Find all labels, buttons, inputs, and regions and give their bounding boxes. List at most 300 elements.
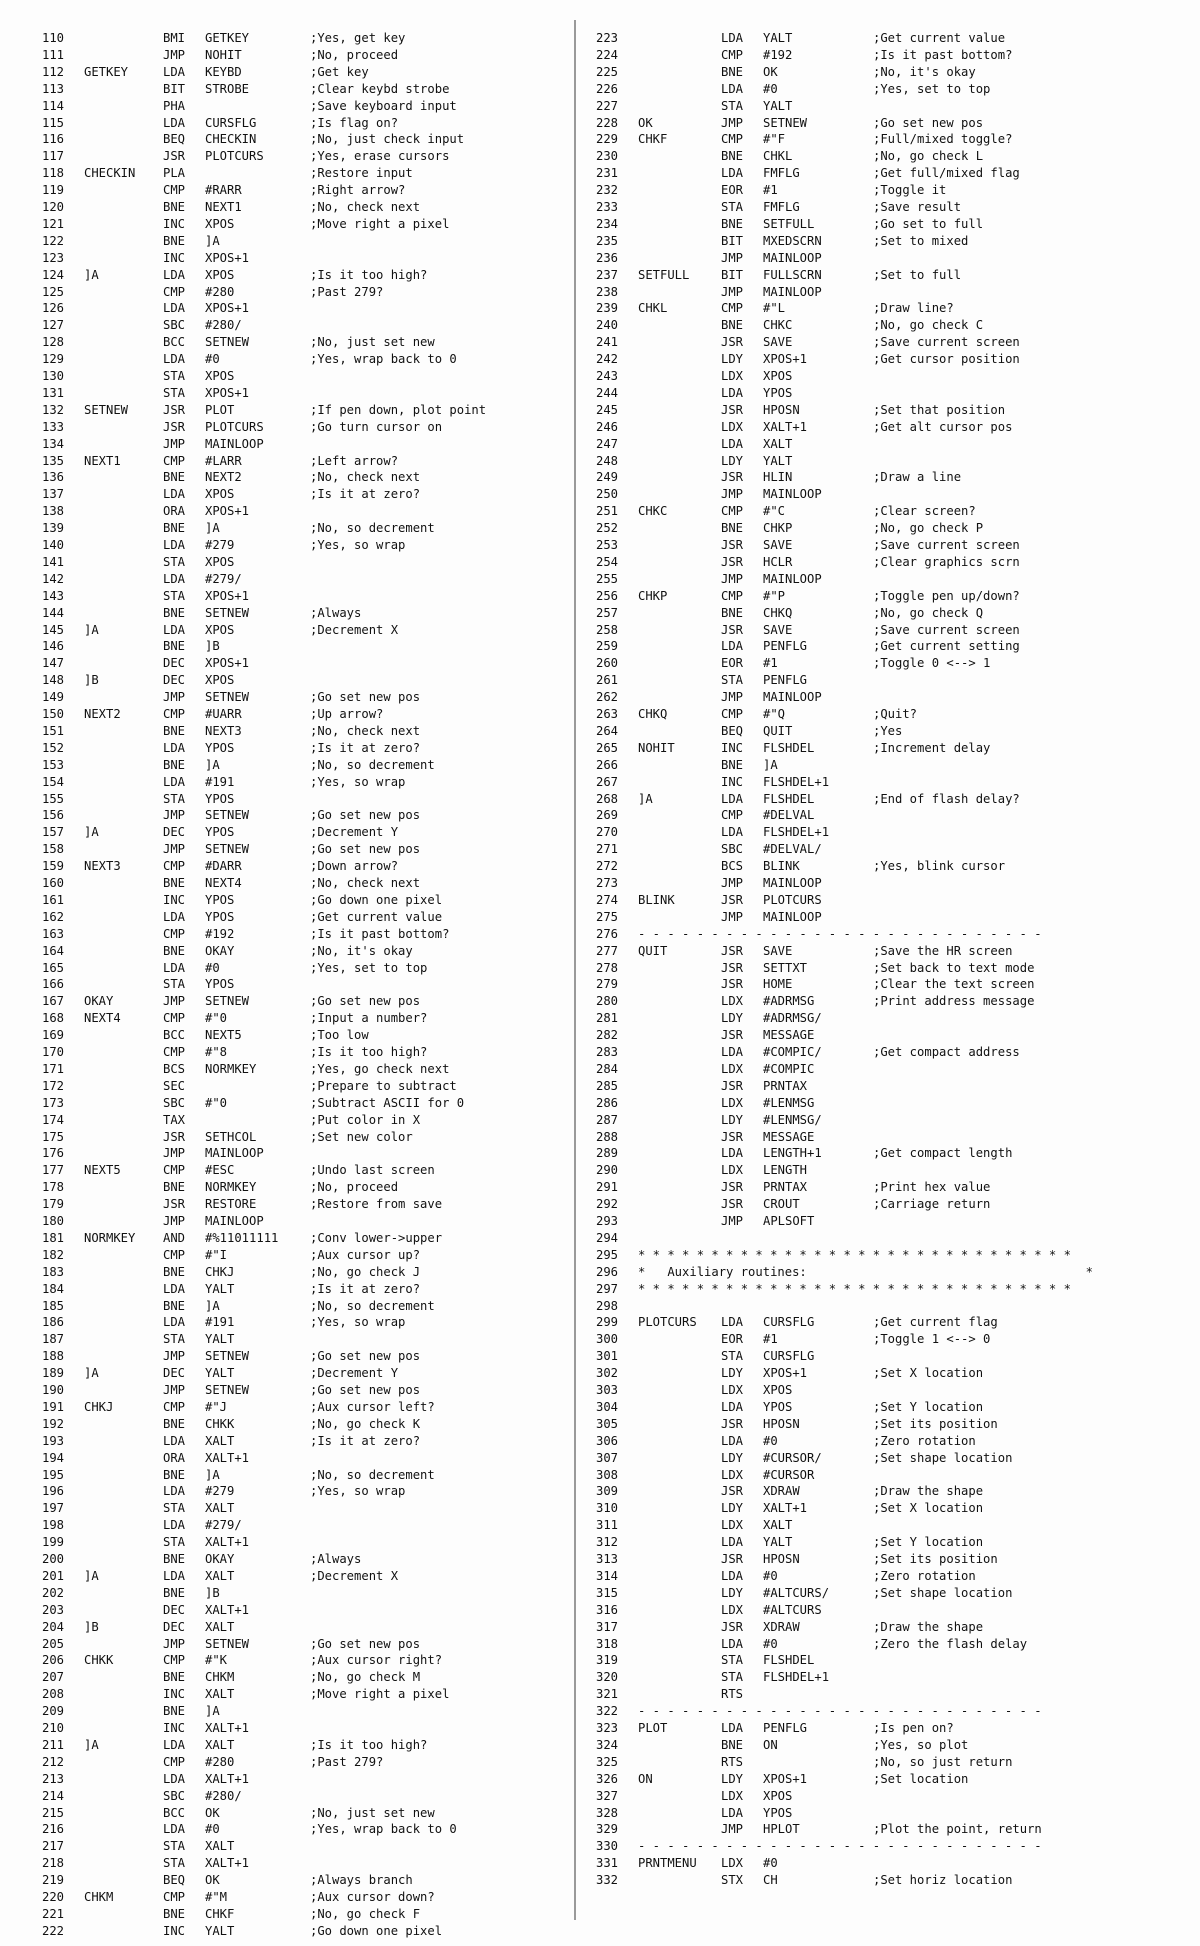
line-number: 138 xyxy=(42,504,65,519)
line-number: 137 xyxy=(42,487,65,502)
code-line xyxy=(42,740,602,757)
comment-field: ;Undo last screen xyxy=(310,1163,435,1178)
line-number: 271 xyxy=(596,842,619,857)
comment-field: ;Get compact length xyxy=(873,1146,1013,1161)
line-number: 325 xyxy=(596,1754,619,1769)
code-line xyxy=(596,1331,1156,1348)
opcode-field: LDA xyxy=(721,1721,744,1735)
code-line xyxy=(42,317,602,334)
opcode-field: LDA xyxy=(721,825,744,840)
opcode-field: LDA xyxy=(721,1146,744,1161)
operand-field: ]A xyxy=(205,521,220,536)
line-number: 300 xyxy=(596,1332,619,1347)
opcode-field: JSR xyxy=(721,943,744,958)
operand-field: YPOS xyxy=(205,909,235,924)
line-number: 111 xyxy=(42,47,65,62)
operand-field: #ADRMSG/ xyxy=(763,1011,822,1026)
opcode-field: BEQ xyxy=(163,1873,186,1888)
code-line xyxy=(42,486,602,503)
column-divider xyxy=(574,20,576,1920)
line-number: 274 xyxy=(596,892,619,907)
line-number: 135 xyxy=(42,453,65,468)
comment-field: ;Move right a pixel xyxy=(310,1687,450,1702)
comment-field: ;No, just set new xyxy=(310,335,435,350)
line-number: 239 xyxy=(596,301,619,316)
opcode-field: LDX xyxy=(721,1602,744,1617)
line-number: 187 xyxy=(42,1332,65,1347)
operand-field: YPOS xyxy=(205,977,235,992)
operand-field: SETNEW xyxy=(205,1636,250,1651)
code-line xyxy=(596,165,1156,182)
opcode-field: LDA xyxy=(163,1433,186,1448)
line-number: 228 xyxy=(596,115,619,130)
opcode-field: BNE xyxy=(721,757,744,772)
operand-field: XDRAW xyxy=(763,1484,800,1499)
opcode-field: JMP xyxy=(163,1349,186,1364)
code-line xyxy=(42,1568,602,1585)
code-line xyxy=(596,1652,1156,1669)
opcode-field: BIT xyxy=(721,233,744,248)
operand-field: MAINLOOP xyxy=(205,1214,264,1228)
comment-field: ;Is pen on? xyxy=(873,1721,954,1735)
line-number: 206 xyxy=(42,1653,65,1668)
opcode-field: LDA xyxy=(721,1315,744,1330)
line-number: 136 xyxy=(42,470,65,485)
operand-field: #0 xyxy=(763,81,778,96)
code-line xyxy=(42,976,602,993)
opcode-field: JSR xyxy=(721,538,744,552)
code-line xyxy=(596,1636,1156,1653)
code-line xyxy=(42,824,602,841)
operand-field: #0 xyxy=(763,1433,778,1448)
code-line xyxy=(596,1517,1156,1534)
opcode-field: BNE xyxy=(163,723,186,738)
operand-field: XALT xyxy=(205,1737,235,1752)
operand-field: SETNEW xyxy=(205,690,250,705)
operand-field: XPOS xyxy=(205,622,235,637)
comment-field: ;No, go check P xyxy=(873,521,984,536)
comment-field: ;Up arrow? xyxy=(310,707,384,721)
line-number: 151 xyxy=(42,723,65,738)
opcode-field: AND xyxy=(163,1230,186,1245)
operand-field: XALT+1 xyxy=(205,1535,250,1550)
opcode-field: LDA xyxy=(721,436,744,451)
line-number: 110 xyxy=(42,31,65,45)
comment-field: ;Toggle 0 <--> 1 xyxy=(873,656,991,671)
opcode-field: JSR xyxy=(721,1197,744,1212)
opcode-field: JMP xyxy=(163,842,186,857)
line-number: 226 xyxy=(596,81,619,96)
comment-field: ;No, check next xyxy=(310,876,421,890)
opcode-field: JSR xyxy=(721,1484,744,1499)
opcode-field: BNE xyxy=(163,1704,186,1719)
operand-field: #UARR xyxy=(205,707,242,721)
code-line xyxy=(42,469,602,486)
code-line xyxy=(42,1450,602,1467)
operand-field: #DARR xyxy=(205,859,242,874)
label-field: ]A xyxy=(84,1366,99,1381)
code-line xyxy=(596,926,1156,943)
comment-field: ;Too low xyxy=(310,1028,369,1043)
code-line xyxy=(42,1754,602,1771)
line-number: 311 xyxy=(596,1518,619,1533)
line-number: 238 xyxy=(596,284,619,299)
line-number: 165 xyxy=(42,960,65,975)
line-number: 236 xyxy=(596,250,619,265)
comment-field: ;Conv lower->upper xyxy=(310,1230,443,1245)
opcode-field: LDA xyxy=(721,1805,744,1820)
line-number: 270 xyxy=(596,825,619,840)
code-line xyxy=(42,909,602,926)
line-number: 163 xyxy=(42,926,65,941)
opcode-field: LDA xyxy=(163,301,186,316)
comment-field: ;Go set new pos xyxy=(310,1383,421,1397)
opcode-field: CMP xyxy=(163,926,186,941)
opcode-field: STA xyxy=(163,1501,186,1516)
code-line xyxy=(42,64,602,81)
operand-field: #"0 xyxy=(205,1095,228,1110)
operand-field: #CURSOR xyxy=(763,1467,815,1482)
code-line xyxy=(596,1348,1156,1365)
line-number: 233 xyxy=(596,200,619,214)
line-number: 205 xyxy=(42,1636,65,1651)
code-line xyxy=(42,148,602,165)
code-line xyxy=(596,943,1156,960)
opcode-field: STA xyxy=(163,1839,186,1854)
code-line xyxy=(596,1145,1156,1162)
operand-field: #280/ xyxy=(205,318,242,333)
opcode-field: LDY xyxy=(721,1450,744,1465)
comment-field: ;Print hex value xyxy=(873,1180,991,1195)
opcode-field: JMP xyxy=(163,1636,186,1651)
comment-field: ;Is it at zero? xyxy=(310,1281,421,1296)
line-number: 181 xyxy=(42,1230,65,1245)
comment-field: ;Set that position xyxy=(873,402,1006,417)
opcode-field: BCC xyxy=(163,335,186,350)
code-line xyxy=(42,1129,602,1146)
operand-field: XALT xyxy=(205,1619,235,1634)
line-number: 305 xyxy=(596,1416,619,1431)
code-line xyxy=(596,1568,1156,1585)
opcode-field: LDX xyxy=(721,1095,744,1110)
operand-field: MAINLOOP xyxy=(763,250,822,265)
code-line xyxy=(42,689,602,706)
operand-field: QUIT xyxy=(763,723,793,738)
line-number: 237 xyxy=(596,267,619,282)
comment-field: ;Zero rotation xyxy=(873,1433,976,1448)
opcode-field: LDY xyxy=(721,453,744,468)
operand-field: MAINLOOP xyxy=(205,1146,264,1161)
comment-field: ;Get cursor position xyxy=(873,352,1020,367)
line-number: 120 xyxy=(42,200,65,214)
opcode-field: LDA xyxy=(163,267,186,282)
code-line xyxy=(42,537,602,554)
label-field: NEXT4 xyxy=(84,1011,121,1026)
opcode-field: LDX xyxy=(721,1518,744,1533)
line-number: 154 xyxy=(42,774,65,789)
opcode-field: DEC xyxy=(163,1619,186,1634)
operand-field: CHKP xyxy=(763,521,793,536)
opcode-field: BNE xyxy=(163,757,186,772)
code-line xyxy=(42,216,602,233)
operand-field: SETTXT xyxy=(763,960,808,975)
code-line xyxy=(596,1771,1156,1788)
opcode-field: JMP xyxy=(163,690,186,705)
comment-field: ;Yes, so wrap xyxy=(310,1315,406,1330)
code-line xyxy=(42,1314,602,1331)
opcode-field: SBC xyxy=(163,1095,186,1110)
code-line xyxy=(42,723,602,740)
line-number: 178 xyxy=(42,1180,65,1195)
code-line xyxy=(42,672,602,689)
opcode-field: JSR xyxy=(163,1197,186,1212)
line-number: 264 xyxy=(596,723,619,738)
opcode-field: CMP xyxy=(163,1045,186,1059)
line-number: 292 xyxy=(596,1197,619,1212)
comment-field: ;Yes, wrap back to 0 xyxy=(310,352,457,367)
comment-field: ;Is it past bottom? xyxy=(873,47,1013,62)
opcode-field: JMP xyxy=(721,250,744,265)
code-line xyxy=(42,1027,602,1044)
operand-field: CHKL xyxy=(763,149,793,164)
label-field: ]A xyxy=(84,1568,99,1583)
line-number: 203 xyxy=(42,1602,65,1617)
line-number: 262 xyxy=(596,690,619,705)
line-number: 295 xyxy=(596,1247,619,1262)
opcode-field: INC xyxy=(721,774,744,789)
operand-field: NEXT1 xyxy=(205,200,242,214)
code-line xyxy=(42,841,602,858)
line-number: 143 xyxy=(42,588,65,603)
code-line xyxy=(42,943,602,960)
opcode-field: JSR xyxy=(721,554,744,569)
operand-field: #0 xyxy=(763,1568,778,1583)
code-line xyxy=(596,638,1156,655)
code-line xyxy=(596,1821,1156,1838)
operand-field: XPOS xyxy=(205,369,235,383)
operand-field: OK xyxy=(763,64,778,79)
operand-field: SETNEW xyxy=(205,994,250,1009)
operand-field: PRNTAX xyxy=(763,1078,808,1093)
opcode-field: JMP xyxy=(721,487,744,502)
code-line xyxy=(42,81,602,98)
operand-field: HCLR xyxy=(763,554,793,569)
line-number: 302 xyxy=(596,1366,619,1381)
comment-field: ;Set to full xyxy=(873,267,962,282)
code-line xyxy=(42,1078,602,1095)
opcode-field: BCS xyxy=(163,1061,186,1076)
operand-field: STROBE xyxy=(205,81,250,96)
separator-text: * * * * * * * * * * * * * * * * * * * * * * * * * * * * * * xyxy=(638,1247,1071,1262)
comment-field: ;Set its position xyxy=(873,1552,998,1566)
operand-field: CHKK xyxy=(205,1416,235,1431)
line-number: 254 xyxy=(596,554,619,569)
code-line xyxy=(42,1838,602,1855)
comment-field: ;Is it at zero? xyxy=(310,1433,421,1448)
opcode-field: JSR xyxy=(721,1619,744,1634)
operand-field: #RARR xyxy=(205,183,242,198)
operand-field: #0 xyxy=(763,1636,778,1651)
code-line xyxy=(596,1551,1156,1568)
opcode-field: BNE xyxy=(163,1906,186,1921)
comment-field: ;Yes, erase cursors xyxy=(310,149,450,164)
opcode-field: INC xyxy=(721,740,744,755)
opcode-field: JMP xyxy=(721,909,744,924)
line-number: 257 xyxy=(596,605,619,620)
line-number: 275 xyxy=(596,909,619,924)
operand-field: #280 xyxy=(205,1754,235,1769)
line-number: 195 xyxy=(42,1467,65,1482)
code-line xyxy=(42,1247,602,1264)
opcode-field: LDA xyxy=(163,740,186,755)
line-number: 201 xyxy=(42,1568,65,1583)
opcode-field: JMP xyxy=(163,436,186,451)
code-line xyxy=(596,672,1156,689)
label-field: ]B xyxy=(84,673,99,688)
line-number: 241 xyxy=(596,335,619,350)
code-line xyxy=(596,1230,1156,1247)
operand-field: XPOS+1 xyxy=(763,1366,808,1381)
code-line xyxy=(596,1872,1156,1889)
line-number: 316 xyxy=(596,1602,619,1617)
label-field: ON xyxy=(638,1771,653,1786)
comment-field: ;No, go check Q xyxy=(873,605,984,620)
line-number: 321 xyxy=(596,1687,619,1702)
code-line xyxy=(42,1264,602,1281)
comment-field: ;Is it too high? xyxy=(310,1737,428,1752)
operand-field: XPOS xyxy=(763,369,793,383)
line-number: 156 xyxy=(42,808,65,823)
operand-field: #"K xyxy=(205,1653,228,1668)
code-line xyxy=(42,1551,602,1568)
operand-field: CHECKIN xyxy=(205,132,257,147)
line-number: 131 xyxy=(42,385,65,400)
opcode-field: BNE xyxy=(163,1467,186,1482)
opcode-field: BCS xyxy=(721,859,744,874)
code-line xyxy=(596,453,1156,470)
line-number: 173 xyxy=(42,1095,65,1110)
code-line xyxy=(596,1247,1156,1264)
code-line xyxy=(596,199,1156,216)
code-line xyxy=(42,1669,602,1686)
operand-field: #1 xyxy=(763,656,778,671)
code-line xyxy=(42,1010,602,1027)
comment-field: ;No, check next xyxy=(310,470,421,485)
comment-field: ;No, so decrement xyxy=(310,757,435,772)
line-number: 318 xyxy=(596,1636,619,1651)
code-line xyxy=(596,1112,1156,1129)
opcode-field: LDA xyxy=(163,1518,186,1533)
operand-field: YPOS xyxy=(763,1805,793,1820)
line-number: 308 xyxy=(596,1467,619,1482)
operand-field: XALT+1 xyxy=(205,1602,250,1617)
line-number: 312 xyxy=(596,1535,619,1550)
operand-field: XPOS xyxy=(763,1788,793,1803)
opcode-field: LDX xyxy=(721,1383,744,1397)
opcode-field: LDA xyxy=(721,1535,744,1550)
opcode-field: EOR xyxy=(721,656,744,671)
code-line xyxy=(42,1703,602,1720)
line-number: 190 xyxy=(42,1383,65,1397)
opcode-field: BNE xyxy=(721,149,744,164)
line-number: 273 xyxy=(596,876,619,890)
line-number: 116 xyxy=(42,132,65,147)
code-line xyxy=(596,909,1156,926)
opcode-field: JSR xyxy=(721,622,744,637)
line-number: 289 xyxy=(596,1146,619,1161)
line-number: 284 xyxy=(596,1061,619,1076)
code-line xyxy=(596,1298,1156,1315)
comment-field: ;Decrement X xyxy=(310,622,399,637)
opcode-field: JMP xyxy=(721,571,744,586)
code-line xyxy=(42,368,602,385)
line-number: 155 xyxy=(42,791,65,806)
line-number: 315 xyxy=(596,1585,619,1600)
code-line xyxy=(596,64,1156,81)
operand-field: FLSHDEL+1 xyxy=(763,825,830,840)
opcode-field: CMP xyxy=(163,1399,186,1414)
operand-field: XALT+1 xyxy=(205,1856,250,1871)
code-line xyxy=(596,1855,1156,1872)
line-number: 317 xyxy=(596,1619,619,1634)
opcode-field: RTS xyxy=(721,1687,744,1702)
opcode-field: CMP xyxy=(163,1247,186,1262)
opcode-field: LDA xyxy=(163,1822,186,1837)
comment-field: ;Get current setting xyxy=(873,639,1020,654)
line-number: 167 xyxy=(42,994,65,1009)
opcode-field: JSR xyxy=(163,149,186,164)
opcode-field: ORA xyxy=(163,1450,186,1465)
operand-field: MESSAGE xyxy=(763,1028,815,1043)
operand-field: XALT+1 xyxy=(205,1450,250,1465)
operand-field: SAVE xyxy=(763,943,793,958)
opcode-field: JMP xyxy=(721,876,744,890)
code-line xyxy=(596,537,1156,554)
comment-field: ;No, it's okay xyxy=(873,64,976,79)
code-line xyxy=(42,402,602,419)
comment-field: ;Set horiz location xyxy=(873,1873,1013,1888)
comment-field: ;Aux cursor down? xyxy=(310,1890,435,1904)
code-line xyxy=(596,368,1156,385)
opcode-field: JSR xyxy=(721,1180,744,1195)
operand-field: HPOSN xyxy=(763,402,800,417)
code-line xyxy=(42,1737,602,1754)
comment-field: ;Set to mixed xyxy=(873,233,969,248)
operand-field: OK xyxy=(205,1873,220,1888)
label-field: NEXT2 xyxy=(84,707,121,721)
line-number: 252 xyxy=(596,521,619,536)
opcode-field: JSR xyxy=(163,1129,186,1144)
code-line xyxy=(596,1061,1156,1078)
operand-field: KEYBD xyxy=(205,64,242,79)
opcode-field: JMP xyxy=(721,1214,744,1228)
operand-field: SAVE xyxy=(763,538,793,552)
line-number: 322 xyxy=(596,1704,619,1719)
code-line xyxy=(42,807,602,824)
line-number: 299 xyxy=(596,1315,619,1330)
line-number: 234 xyxy=(596,216,619,231)
operand-field: #ADRMSG xyxy=(763,994,815,1009)
opcode-field: LDA xyxy=(721,1636,744,1651)
line-number: 169 xyxy=(42,1028,65,1043)
code-line xyxy=(42,1298,602,1315)
line-number: 185 xyxy=(42,1298,65,1313)
comment-field: ;No, so decrement xyxy=(310,1298,435,1313)
line-number: 247 xyxy=(596,436,619,451)
line-number: 230 xyxy=(596,149,619,164)
code-line xyxy=(42,267,602,284)
code-line xyxy=(596,706,1156,723)
